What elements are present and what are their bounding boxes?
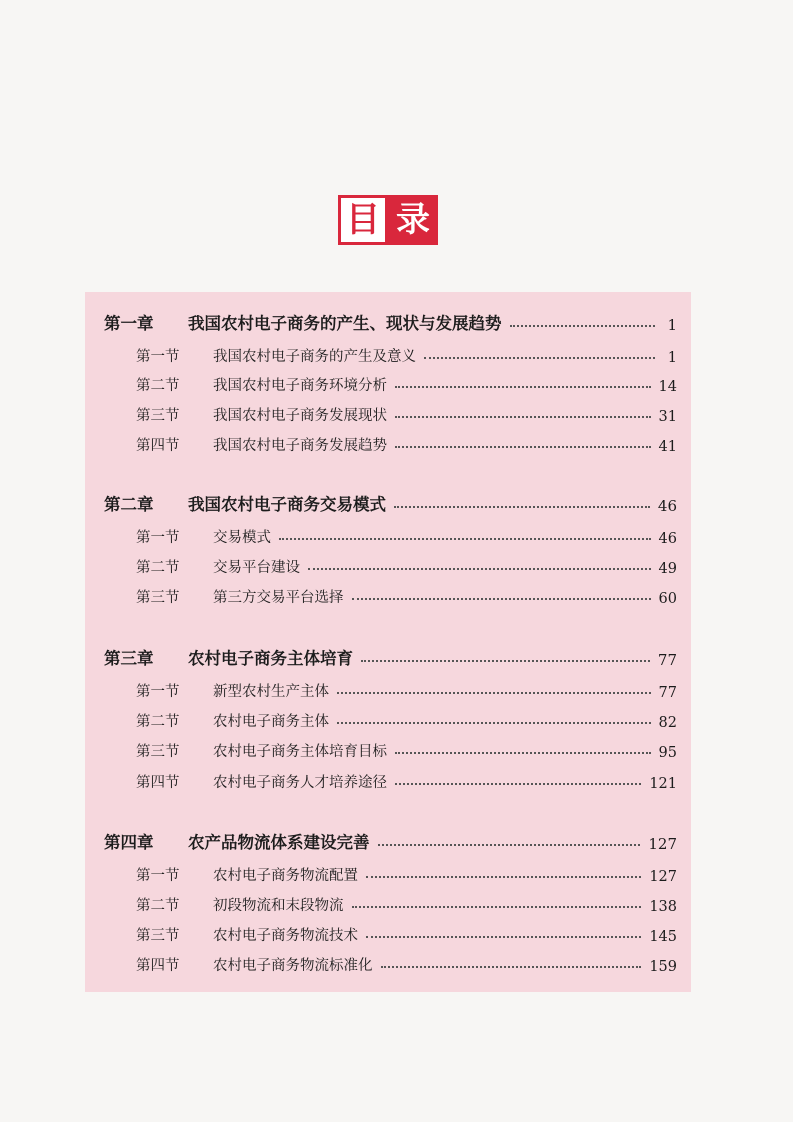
page-number: 138 bbox=[649, 899, 677, 915]
toc-title bbox=[338, 195, 438, 245]
leader-dots bbox=[395, 386, 651, 388]
toc-panel bbox=[85, 292, 691, 992]
section-label: 第一节 bbox=[136, 349, 180, 365]
section-label: 第三节 bbox=[136, 744, 180, 760]
leader-dots bbox=[366, 876, 641, 878]
page-number: 46 bbox=[657, 497, 677, 515]
section-4-1-entry[interactable] bbox=[85, 861, 691, 885]
page-number: 1 bbox=[667, 350, 677, 366]
leader-dots bbox=[337, 722, 651, 724]
page-number: 82 bbox=[658, 715, 677, 731]
title-char-1: 目 bbox=[338, 195, 388, 245]
section-4-3-entry[interactable] bbox=[85, 921, 691, 945]
section-label: 第四节 bbox=[136, 775, 180, 791]
section-2-1-entry[interactable] bbox=[85, 523, 691, 547]
section-1-2-entry[interactable] bbox=[85, 371, 691, 395]
section-3-2-entry[interactable] bbox=[85, 707, 691, 731]
page-number: 121 bbox=[649, 776, 677, 792]
leader-dots bbox=[308, 568, 651, 570]
section-label: 第三节 bbox=[136, 590, 180, 606]
page-number: 60 bbox=[658, 591, 677, 607]
section-label: 第二节 bbox=[136, 378, 180, 394]
page-number: 46 bbox=[658, 531, 677, 547]
chapter-title: 农村电子商务主体培育 bbox=[188, 649, 353, 668]
leader-dots bbox=[378, 844, 641, 846]
leader-dots bbox=[395, 752, 651, 754]
chapter-title: 我国农村电子商务交易模式 bbox=[188, 495, 386, 514]
chapter-4-entry[interactable] bbox=[85, 829, 691, 853]
section-label: 第二节 bbox=[136, 714, 180, 730]
leader-dots bbox=[510, 325, 656, 327]
section-3-1-entry[interactable] bbox=[85, 677, 691, 701]
section-title: 我国农村电子商务的产生及意义 bbox=[213, 349, 416, 365]
section-title: 农村电子商务主体培育目标 bbox=[213, 744, 387, 760]
chapter-label: 第一章 bbox=[104, 314, 154, 333]
section-3-4-entry[interactable] bbox=[85, 768, 691, 792]
section-title: 农村电子商务人才培养途径 bbox=[213, 775, 387, 791]
page-number: 159 bbox=[649, 959, 677, 975]
section-title: 农村电子商务物流配置 bbox=[213, 868, 358, 884]
leader-dots bbox=[366, 936, 641, 938]
page-number: 127 bbox=[649, 869, 677, 885]
section-1-3-entry[interactable] bbox=[85, 401, 691, 425]
section-2-2-entry[interactable] bbox=[85, 553, 691, 577]
section-label: 第三节 bbox=[136, 928, 180, 944]
section-4-4-entry[interactable] bbox=[85, 951, 691, 975]
section-label: 第三节 bbox=[136, 408, 180, 424]
section-4-2-entry[interactable] bbox=[85, 891, 691, 915]
page-number: 41 bbox=[658, 439, 677, 455]
section-title: 我国农村电子商务发展趋势 bbox=[213, 438, 387, 454]
section-label: 第四节 bbox=[136, 958, 180, 974]
leader-dots bbox=[352, 906, 642, 908]
page-number: 1 bbox=[667, 316, 677, 334]
leader-dots bbox=[394, 506, 650, 508]
section-title: 我国农村电子商务发展现状 bbox=[213, 408, 387, 424]
chapter-title: 我国农村电子商务的产生、现状与发展趋势 bbox=[188, 314, 502, 333]
page-number: 14 bbox=[658, 379, 677, 395]
section-title: 初段物流和末段物流 bbox=[213, 898, 344, 914]
page-number: 31 bbox=[658, 409, 677, 425]
chapter-label: 第二章 bbox=[104, 495, 154, 514]
leader-dots bbox=[352, 598, 651, 600]
chapter-2-entry[interactable] bbox=[85, 491, 691, 515]
section-1-4-entry[interactable] bbox=[85, 431, 691, 455]
section-label: 第二节 bbox=[136, 560, 180, 576]
section-1-1-entry[interactable] bbox=[85, 342, 691, 366]
leader-dots bbox=[395, 783, 641, 785]
section-label: 第一节 bbox=[136, 530, 180, 546]
leader-dots bbox=[395, 416, 651, 418]
section-title: 交易平台建设 bbox=[213, 560, 300, 576]
page-number: 77 bbox=[657, 651, 677, 669]
chapter-label: 第三章 bbox=[104, 649, 154, 668]
section-label: 第一节 bbox=[136, 684, 180, 700]
section-label: 第二节 bbox=[136, 898, 180, 914]
page-number: 49 bbox=[658, 561, 677, 577]
section-3-3-entry[interactable] bbox=[85, 737, 691, 761]
section-title: 交易模式 bbox=[213, 530, 271, 546]
page-number: 145 bbox=[649, 929, 677, 945]
section-title: 农村电子商务主体 bbox=[213, 714, 329, 730]
section-title: 农村电子商务物流标准化 bbox=[213, 958, 373, 974]
title-char-2: 录 bbox=[388, 195, 438, 245]
section-title: 第三方交易平台选择 bbox=[213, 590, 344, 606]
leader-dots bbox=[381, 966, 642, 968]
section-label: 第四节 bbox=[136, 438, 180, 454]
section-title: 新型农村生产主体 bbox=[213, 684, 329, 700]
leader-dots bbox=[337, 692, 651, 694]
page-number: 77 bbox=[658, 685, 677, 701]
section-title: 农村电子商务物流技术 bbox=[213, 928, 358, 944]
leader-dots bbox=[279, 538, 651, 540]
chapter-3-entry[interactable] bbox=[85, 645, 691, 669]
leader-dots bbox=[361, 660, 650, 662]
chapter-label: 第四章 bbox=[104, 833, 154, 852]
chapter-title: 农产品物流体系建设完善 bbox=[188, 833, 370, 852]
chapter-1-entry[interactable] bbox=[85, 310, 691, 334]
leader-dots bbox=[424, 357, 655, 359]
section-label: 第一节 bbox=[136, 868, 180, 884]
page-number: 95 bbox=[658, 745, 677, 761]
page-number: 127 bbox=[648, 835, 677, 853]
leader-dots bbox=[395, 446, 651, 448]
section-2-3-entry[interactable] bbox=[85, 583, 691, 607]
section-title: 我国农村电子商务环境分析 bbox=[213, 378, 387, 394]
